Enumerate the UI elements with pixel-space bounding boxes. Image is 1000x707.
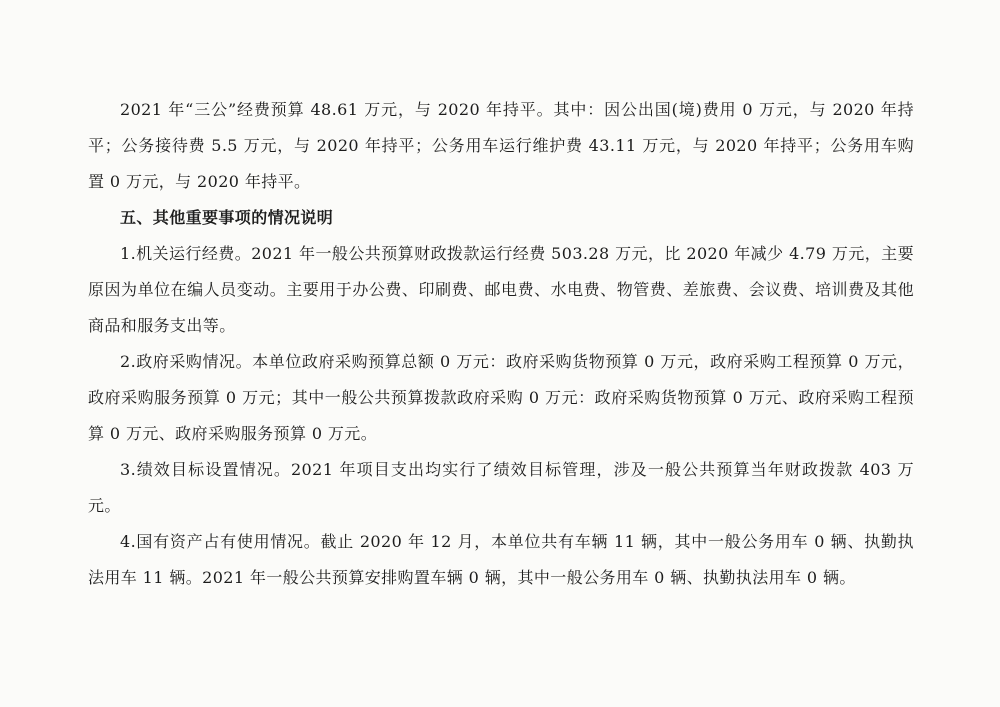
paragraph-operating-expenses: 1.机关运行经费。2021 年一般公共预算财政拨款运行经费 503.28 万元，比 2020 年减少 4.79 万元，主要原因为单位在编人员变动。主要用于办公费、印刷费、邮电费、水电费、物管费、差旅费、会议费、培训费及其他商品和服务支出等。 <box>88 244 914 335</box>
section-heading-other-matters: 五、其他重要事项的情况说明 <box>120 208 334 227</box>
paragraph-sangong-budget: 2021 年“三公”经费预算 48.61 万元，与 2020 年持平。其中：因公出国(境)费用 0 万元，与 2020 年持平；公务接待费 5.5 万元，与 2020 年持平；公务用车运行维护费 43.11 万元，与 2020 年持平；公务用车购置 0 万元，与 2020 年持平。 <box>88 100 914 191</box>
document-body <box>88 92 914 596</box>
paragraph-government-procurement: 2.政府采购情况。本单位政府采购预算总额 0 万元：政府采购货物预算 0 万元，政府采购工程预算 0 万元，政府采购服务预算 0 万元；其中一般公共预算拨款政府采购 0 万元：政府采购货物预算 0 万元、政府采购工程预算 0 万元、政府采购服务预算 0 万元。 <box>88 352 914 443</box>
paragraph-performance-targets: 3.绩效目标设置情况。2021 年项目支出均实行了绩效目标管理，涉及一般公共预算当年财政拨款 403 万元。 <box>88 460 914 515</box>
paragraph-state-assets: 4.国有资产占有使用情况。截止 2020 年 12 月，本单位共有车辆 11 辆，其中一般公务用车 0 辆、执勤执法用车 11 辆。2021 年一般公共预算安排购置车辆 0 辆，其中一般公务用车 0 辆、执勤执法用车 0 辆。 <box>88 532 914 587</box>
